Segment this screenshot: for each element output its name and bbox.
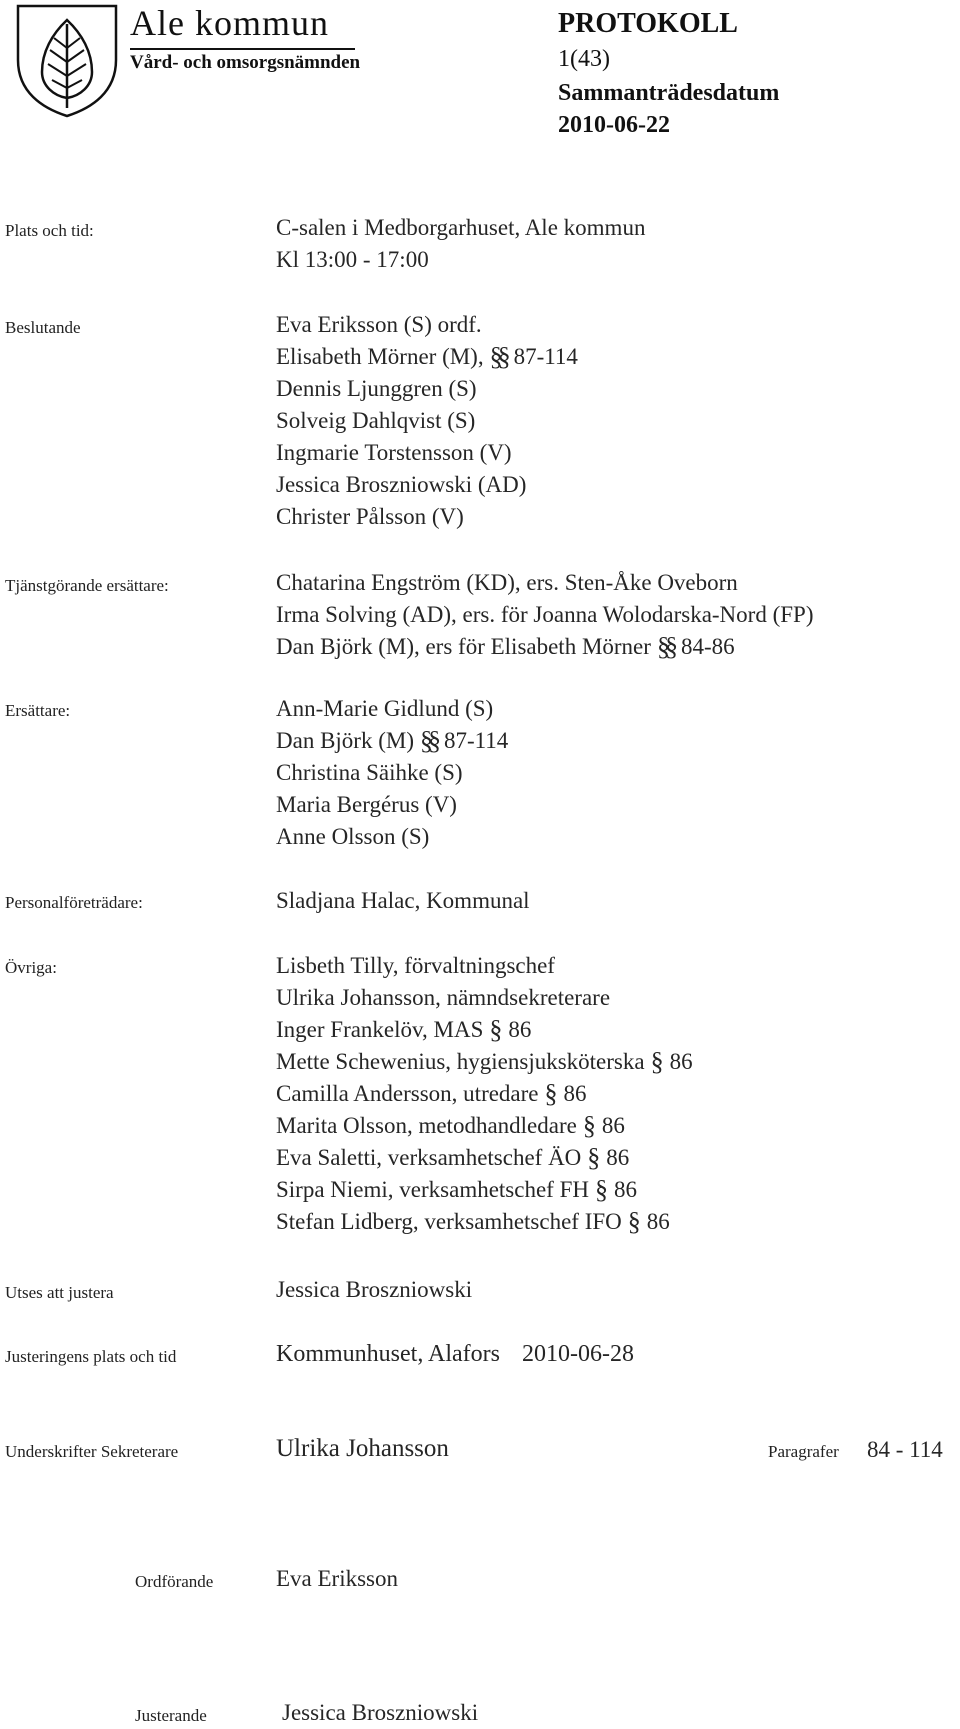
chairperson-label: Ordförande	[135, 1572, 214, 1591]
decision-makers-list	[276, 309, 578, 533]
adjuster-name: Jessica Broszniowski	[282, 1700, 479, 1725]
list-item: Inger Frankelöv, MAS § 86	[276, 1015, 532, 1044]
adjuster-appointed-value: Jessica Broszniowski	[276, 1277, 473, 1302]
meeting-date-label: Sammanträdesdatum	[558, 80, 780, 106]
list-item: Marita Olsson, metodhandledare § 86	[276, 1111, 625, 1140]
secretary-name: Ulrika Johansson	[276, 1435, 449, 1462]
list-item: Ingmarie Torstensson (V)	[276, 440, 512, 465]
list-item: Christer Pålsson (V)	[276, 504, 464, 529]
staff-representative-value: Sladjana Halac, Kommunal	[276, 888, 530, 913]
adjustment-place-time-value	[276, 1338, 634, 1370]
list-item: Camilla Andersson, utredare § 86	[276, 1079, 587, 1108]
others-list	[276, 950, 693, 1238]
ale-kommun-logo-icon	[12, 0, 122, 118]
adjustment-place-time-label: Justeringens plats och tid	[5, 1347, 177, 1366]
list-item: Christina Säihke (S)	[276, 760, 463, 785]
list-item: Sirpa Niemi, verksamhetschef FH § 86	[276, 1175, 637, 1204]
list-item: Ulrika Johansson, nämndsekreterare	[276, 985, 611, 1010]
list-item: Dennis Ljunggren (S)	[276, 376, 477, 401]
adjuster-appointed-label: Utses att justera	[5, 1283, 114, 1302]
decision-makers-label: Beslutande	[5, 318, 81, 337]
others-label: Övriga:	[5, 958, 57, 977]
substitutes-list	[276, 693, 508, 853]
list-item: Ann-Marie Gidlund (S)	[276, 696, 494, 721]
list-item: Chatarina Engström (KD), ers. Sten-Åke Oveborn	[276, 570, 738, 595]
list-item: Maria Bergérus (V)	[276, 792, 457, 817]
adjuster-label: Justerande	[135, 1706, 207, 1725]
list-item: Eva Eriksson (S) ordf.	[276, 312, 482, 337]
document-type: PROTOKOLL	[558, 8, 738, 39]
paragraphs-label: Paragrafer	[768, 1442, 839, 1461]
time-line: Kl 13:00 - 17:00	[276, 247, 429, 272]
organization-name: Ale kommun	[130, 3, 329, 43]
substitutes-label: Ersättare:	[5, 701, 71, 720]
chairperson-name: Eva Eriksson	[276, 1566, 399, 1591]
page-number: 1(43)	[558, 46, 610, 72]
list-item: Elisabeth Mörner (M), §§ 87-114	[276, 342, 578, 371]
paragraphs-range: 84 - 114	[867, 1437, 943, 1462]
list-item: Solveig Dahlqvist (S)	[276, 408, 476, 433]
header-rule	[130, 48, 355, 50]
staff-representative-label: Personalföreträdare:	[5, 893, 143, 912]
committee-name: Vård- och omsorgsnämnden	[130, 52, 361, 73]
location-line: C-salen i Medborgarhuset, Ale kommun	[276, 215, 646, 240]
list-item: Irma Solving (AD), ers. för Joanna Wolodarska-Nord (FP)	[276, 602, 814, 627]
location-time-value	[276, 212, 645, 276]
list-item: Jessica Broszniowski (AD)	[276, 472, 527, 497]
meeting-date: 2010-06-22	[558, 112, 670, 138]
adjustment-date: 2010-06-28	[521, 1341, 634, 1367]
list-item: Eva Saletti, verksamhetschef ÄO § 86	[276, 1143, 630, 1172]
list-item: Stefan Lidberg, verksamhetschef IFO § 86	[276, 1207, 670, 1236]
list-item: Dan Björk (M) §§ 87-114	[276, 726, 509, 755]
signatures-secretary-label: Underskrifter Sekreterare	[5, 1442, 179, 1461]
serving-substitutes-label: Tjänstgörande ersättare:	[5, 576, 169, 595]
list-item: Anne Olsson (S)	[276, 824, 430, 849]
serving-substitutes-list	[276, 567, 813, 663]
list-item: Dan Björk (M), ers för Elisabeth Mörner §§ 84-86	[276, 632, 735, 661]
location-time-label: Plats och tid:	[5, 221, 94, 240]
list-item: Mette Schewenius, hygiensjuksköterska § 86	[276, 1047, 693, 1076]
adjustment-place: Kommunhuset, Alafors	[276, 1341, 500, 1367]
list-item: Lisbeth Tilly, förvaltningschef	[276, 953, 555, 978]
